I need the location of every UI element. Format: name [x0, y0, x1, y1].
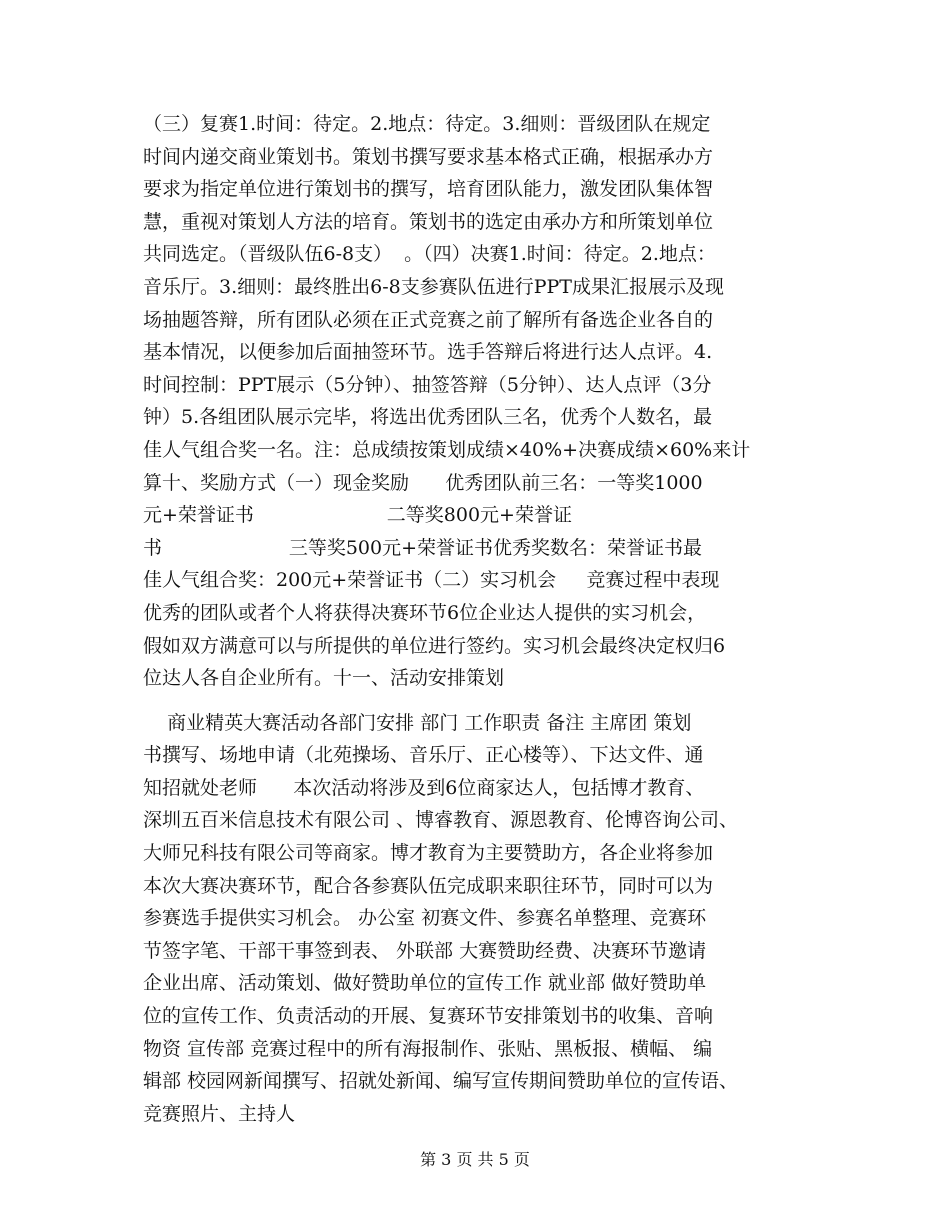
text-line: 钟）5.各组团队展示完毕，将选出优秀团队三名，优秀个人数名，最 [143, 406, 713, 429]
text-line: 竞赛照片、主持人 [143, 1102, 296, 1125]
text-line: 大师兄科技有限公司等商家。博才教育为主要赞助方，各企业将参加 [143, 842, 714, 865]
text-line: 商业精英大赛活动各部门安排 部门 工作职责 备注 主席团 策划 [143, 711, 692, 734]
text-line: 要求为指定单位进行策划书的撰写，培育团队能力，激发团队集体智 [143, 178, 714, 201]
text-line: 假如双方满意可以与所提供的单位进行签约。实习机会最终决定权归6 [143, 634, 726, 657]
text-line: 本次大赛决赛环节，配合各参赛队伍完成职来职往环节，同时可以为 [143, 874, 714, 897]
text-line: 佳人气组合奖一名。注：总成绩按策划成绩×40%+决赛成绩×60%来计 [143, 438, 751, 461]
text-line: 物资 宣传部 竞赛过程中的所有海报制作、张贴、黑板报、横幅、 编 [143, 1037, 713, 1060]
body-text [143, 108, 823, 1130]
text-line: 优秀的团队或者个人将获得决赛环节6位企业达人提供的实习机会， [143, 601, 707, 624]
text-line: 共同选定。（晋级队伍6-8支） 。（四）决赛1.时间：待定。2.地点： [143, 243, 716, 266]
text-line: 音乐厅。3.细则：最终胜出6-8支参赛队伍进行PPT成果汇报展示及现 [143, 275, 724, 298]
page-number-footer: 第 3 页 共 5 页 [420, 1150, 530, 1169]
text-line: 慧，重视对策划人方法的培育。策划书的选定由承办方和所策划单位 [143, 210, 714, 233]
text-line: 知招就处老师 本次活动将涉及到6位商家达人，包括博才教育、 [143, 776, 705, 799]
text-line: 时间控制：PPT展示（5分钟）、抽签答辩（5分钟）、达人点评（3分 [143, 373, 712, 396]
text-line: 企业出席、活动策划、做好赞助单位的宣传工作 就业部 做好赞助单 [143, 972, 707, 995]
text-line: 节签字笔、干部干事签到表、 外联部 大赛赞助经费、决赛环节邀请 [143, 939, 707, 962]
text-line: 辑部 校园网新闻撰写、招就处新闻、编写宣传期间赞助单位的宣传语、 [143, 1070, 739, 1093]
text-line: 时间内递交商业策划书。策划书撰写要求基本格式正确，根据承办方 [143, 145, 714, 168]
text-line: 场抽题答辩，所有团队必须在正式竞赛之前了解所有备选企业各自的 [143, 308, 714, 331]
text-line: 参赛选手提供实习机会。 办公室 初赛文件、参赛名单整理、竞赛环 [143, 907, 707, 930]
text-line: （三）复赛1.时间：待定。2.地点：待定。3.细则：晋级团队在规定 [143, 113, 711, 135]
text-line: 佳人气组合奖：200元+荣誉证书（二）实习机会 竞赛过程中表现 [143, 569, 720, 592]
text-line: 基本情况，以便参加后面抽签环节。选手答辩后将进行达人点评。4. [143, 341, 713, 364]
text-line: 位达人各自企业所有。十一、活动安排策划 [143, 667, 505, 690]
text-line: 书 三等奖500元+荣誉证书优秀奖数名：荣誉证书最 [143, 536, 703, 559]
text-line: 深圳五百米信息技术有限公司 、博睿教育、源恩教育、伦博咨询公司、 [143, 809, 739, 832]
paragraph-gap [143, 695, 823, 707]
text-line: 元+荣誉证书 二等奖800元+荣誉证 [143, 504, 572, 527]
text-line: 位的宣传工作、负责活动的开展、复赛环节安排策划书的收集、音响 [143, 1005, 714, 1028]
text-line: 书撰写、场地申请（北苑操场、音乐厅、正心楼等）、下达文件、通 [143, 744, 704, 767]
text-line: 算十、奖励方式（一）现金奖励 优秀团队前三名：一等奖1000 [143, 471, 703, 494]
